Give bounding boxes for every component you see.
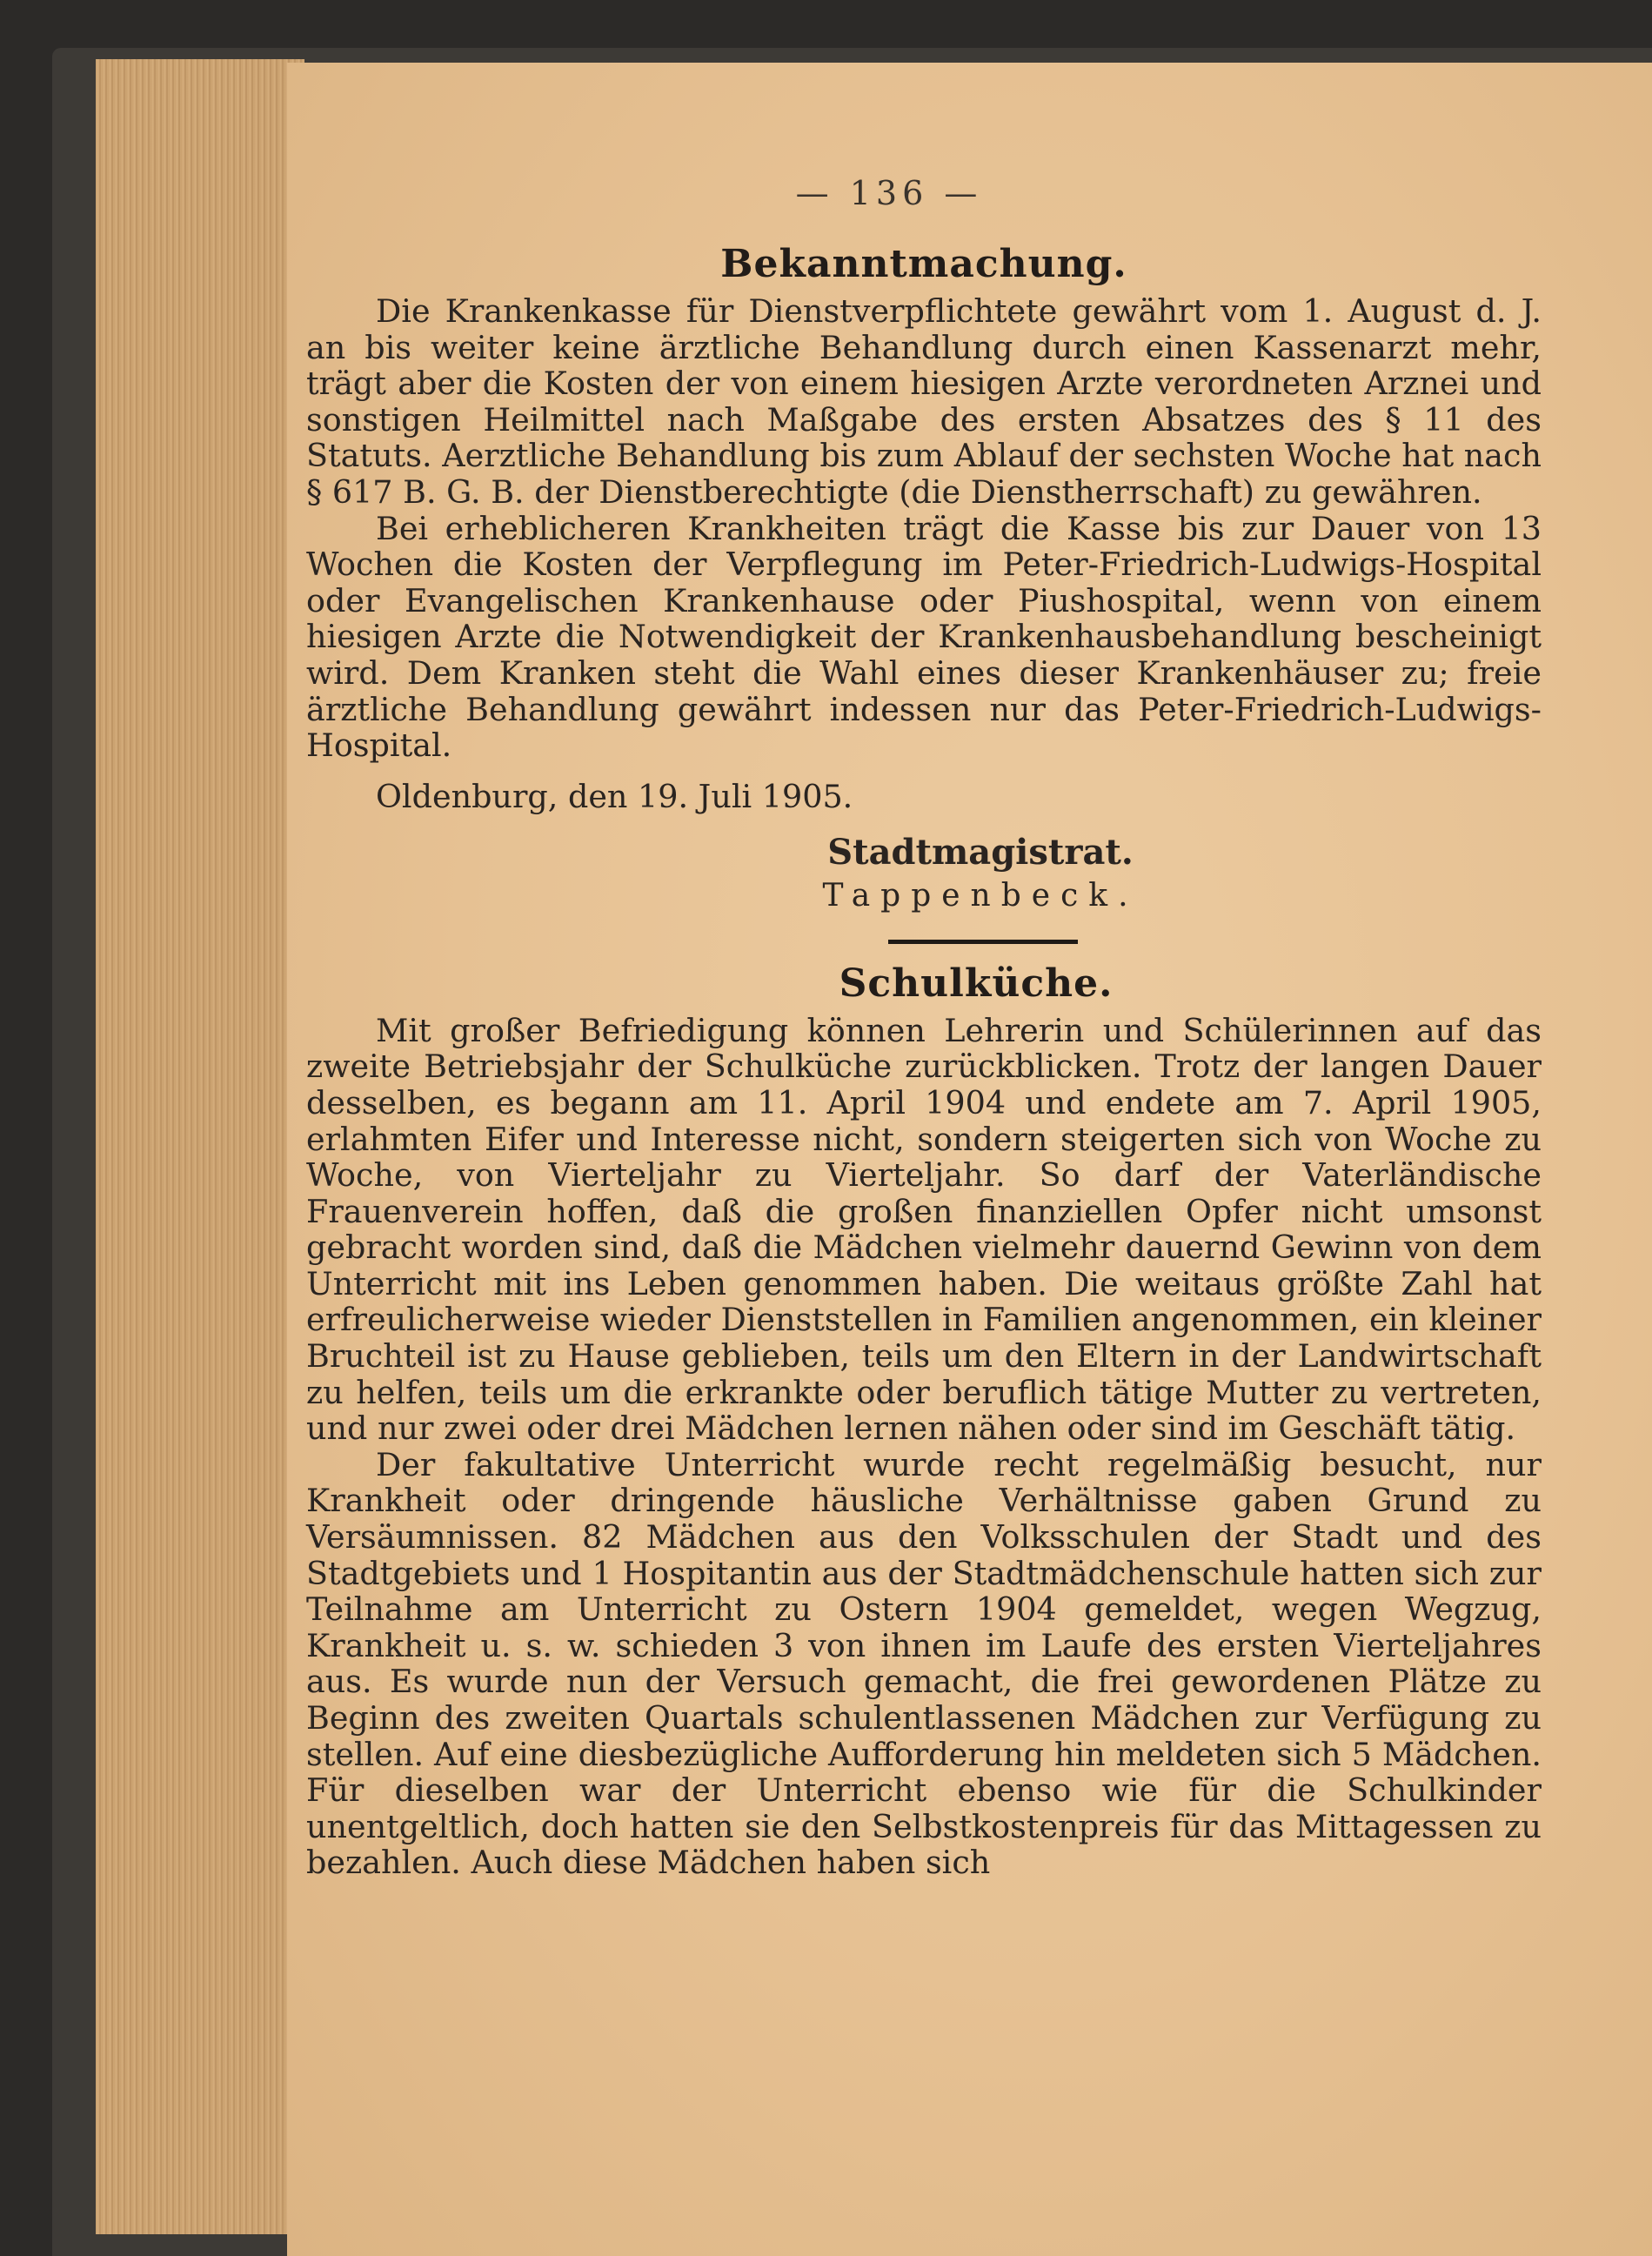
page-text <box>306 174 1542 1881</box>
notice-paragraph: Bei erheblicheren Krankheiten trägt die Kasse bis zur Dauer von 13 Wochen die Kosten der Verpflegung im Peter-Friedrich-Ludwigs-Hospital oder Evangelischen Krankenhause oder Piushospital, wenn von einem hiesigen Arzte die Notwendigkeit der Krankenhausbehandlung bescheinigt wird. Dem Kranken steht die Wahl eines dieser Krankenhäuser zu; freie ärztliche Behandlung gewährt indessen nur das Peter-Friedrich-Ludwigs-Hospital. <box>306 509 1542 765</box>
section-divider <box>888 940 1078 944</box>
article-paragraph: Der fakultative Unterricht wurde recht regelmäßig besucht, nur Krankheit oder dringende häusliche Verhältnisse gaben Grund zu Versäumnissen. 82 Mädchen aus den Volksschulen der Stadt und des Stadtgebiets und 1 Hospitantin aus der Stadtmädchenschule hatten sich zur Teilnahme am Unterricht zu Ostern 1904 gemeldet, wegen Wegzug, Krankheit u. s. w. schieden 3 von ihnen im Laufe des ersten Vierteljahres aus. Es wurde nun der Versuch gemacht, die frei gewordenen Plätze zu Beginn des zweiten Quartals schulentlassenen Mädchen zur Verfügung zu stellen. Auf eine diesbezügliche Aufforderung hin meldeten sich 5 Mädchen. Für dieselben war der Unterricht ebenso wie für die Schulkinder unentgeltlich, doch hatten sie den Selbstkostenpreis für das Mittagessen zu bezahlen. Auch diese Mädchen haben sich <box>306 1445 1542 1882</box>
signature-organization: Stadtmagistrat. <box>827 831 1134 873</box>
notice-paragraph: Die Krankenkasse für Dienstverpflichtete gewährt vom 1. August d. J. an bis weiter keine ärztliche Behandlung durch einen Kassenarzt mehr, trägt aber die Kosten der von einem hiesigen Arzte verordneten Arznei und sonstigen Heilmittel nach Maßgabe des ersten Absatzes des § 11 des Statuts. Aerztliche Behandlung bis zum Ablauf der sechsten Woche hat nach § 617 B. G. B. der Dienstberechtigte (die Dienstherrschaft) zu gewähren. <box>306 292 1542 511</box>
article-heading: Schulküche. <box>839 961 1114 1006</box>
place-date: Oldenburg, den 19. Juli 1905. <box>376 777 853 815</box>
article-paragraph: Mit großer Befriedigung können Lehrerin und Schülerinnen auf das zweite Betriebsjahr der Schulküche zurückblicken. Trotz der langen Dauer desselben, es begann am 11. April 1904 und endete am 7. April 1905, erlahmten Eifer und Interesse nicht, sondern steigerten sich von Woche zu Woche, von Vierteljahr zu Vierteljahr. So darf der Vaterländische Frauenverein hoffen, daß die großen finanziellen Opfer nicht umsonst gebracht worden sind, daß die Mädchen vielmehr dauernd Gewinn von dem Unterricht mit ins Leben genommen haben. Die weitaus größte Zahl hat erfreulicherweise wieder Dienststellen in Familien angenommen, ein kleiner Bruchteil ist zu Hause geblieben, teils um den Eltern in der Landwirtschaft zu helfen, teils um die erkrankte oder beruflich tätige Mutter zu vertreten, und nur zwei oder drei Mädchen lernen nähen oder sind im Geschäft tätig. <box>306 1011 1542 1448</box>
page-number: — 136 — <box>795 174 983 212</box>
notice-heading: Bekanntmachung. <box>720 242 1127 286</box>
signature-name: Tappenbeck. <box>822 877 1139 914</box>
page-edges <box>96 59 304 2234</box>
